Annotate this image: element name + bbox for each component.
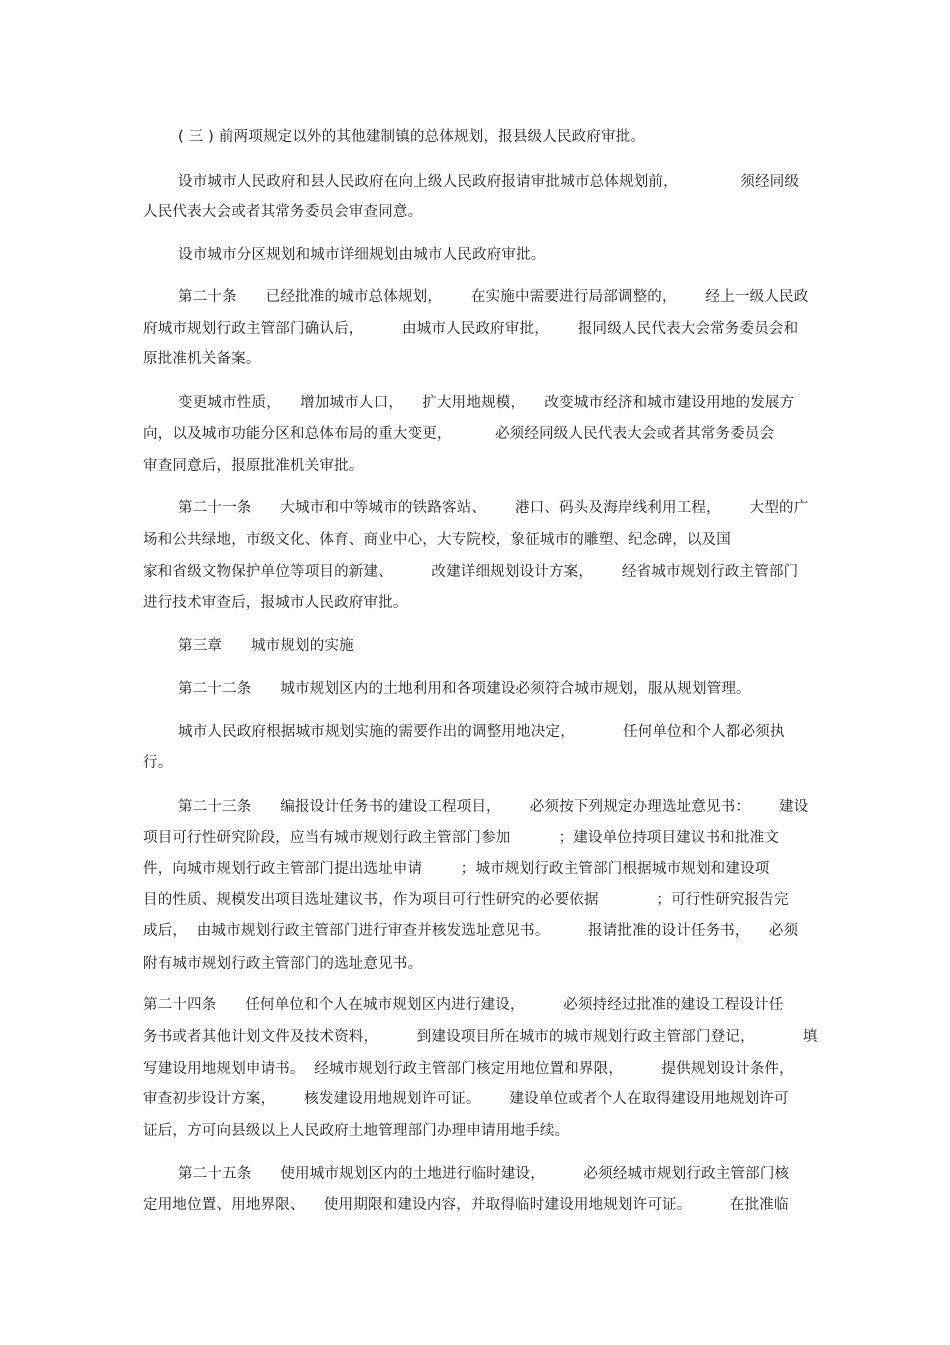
article-heading-line: 第二十一条 大城市和中等城市的铁路客站、 港口、码头及海岸线利用工程， 大型的广 bbox=[178, 500, 809, 516]
paragraph-line: 向，以及城市功能分区和总体布局的重大变更， 必须经同级人民代表大会或者其常务委员会 bbox=[143, 426, 775, 442]
paragraph-line: 设市城市人民政府和县人民政府在向上级人民政府报请审批城市总体规划前， 须经同级 bbox=[178, 174, 800, 190]
article-heading-line: 第二十二条 城市规划区内的土地利用和各项建设必须符合城市规划，服从规划管理。 bbox=[178, 681, 751, 697]
paragraph-line: ( 三 ) 前两项规定以外的其他建制镇的总体规划，报县级人民政府审批。 bbox=[178, 129, 646, 145]
article-heading-line: 第二十三条 编报设计任务书的建设工程项目， 必须按下列规定办理选址意见书： 建设 bbox=[178, 799, 809, 815]
paragraph-line: 目的性质、规模发出项目选址建议书，作为项目可行性研究的必要依据 ；可行性研究报告完 bbox=[143, 892, 789, 908]
article-heading-line: 第二十条 已经批准的城市总体规划， 在实施中需要进行局部调整的， 经上一级人民政 bbox=[178, 289, 809, 305]
paragraph-line: 务书或者其他计划文件及技术资料， 到建设项目所在城市的城市规划行政主管部门登记， 填 bbox=[143, 1029, 818, 1045]
paragraph-line: 证后，方可向县级以上人民政府土地管理部门办理申请用地手续。 bbox=[143, 1123, 570, 1139]
paragraph-line: 审查初步设计方案， 核发建设用地规划许可证。 建设单位或者个人在取得建设用地规划许可 bbox=[143, 1091, 789, 1107]
paragraph-line: 府城市规划行政主管部门确认后， 由城市人民政府审批， 报同级人民代表大会常务委员会和 bbox=[143, 321, 799, 337]
article-heading-line: 第二十四条 任何单位和个人在城市规划区内进行建设， 必须持经过批准的建设工程设计任 bbox=[143, 997, 784, 1013]
paragraph-line: 变更城市性质， 增加城市人口， 扩大用地规模， 改变城市经济和城市建设用地的发展方 bbox=[178, 395, 795, 411]
paragraph-line: 行。 bbox=[143, 755, 173, 771]
paragraph-line: 原批准机关备案。 bbox=[143, 351, 261, 367]
paragraph-line: 项目可行性研究阶段，应当有城市规划行政主管部门参加 ；建设单位持项目建议书和批准文 bbox=[143, 830, 780, 846]
paragraph-line: 进行技术审查后，报城市人民政府审批。 bbox=[143, 595, 408, 611]
article-heading-line: 第二十五条 使用城市规划区内的土地进行临时建设， 必须经城市规划行政主管部门核 bbox=[178, 1166, 790, 1182]
paragraph-line: 成后， 由城市规划行政主管部门进行审查并核发选址意见书。 报请批准的设计任务书， 必须 bbox=[143, 923, 799, 939]
paragraph-line: 定用地位置、用地界限、 使用期限和建设内容，并取得临时建设用地规划许可证。 在批准临 bbox=[143, 1197, 789, 1213]
chapter-heading: 第三章 城市规划的实施 bbox=[178, 638, 354, 654]
paragraph-line: 场和公共绿地，市级文化、体育、商业中心，大专院校，象征城市的雕塑、纪念碑，以及国 bbox=[143, 532, 731, 548]
paragraph-line: 件，向城市规划行政主管部门提出选址申请 ；城市规划行政主管部门根据城市规划和建设项 bbox=[143, 861, 770, 877]
paragraph-line: 附有城市规划行政主管部门的选址意见书。 bbox=[143, 956, 423, 972]
paragraph-line: 审查同意后，报原批准机关审批。 bbox=[143, 458, 364, 474]
paragraph-line: 设市城市分区规划和城市详细规划由城市人民政府审批。 bbox=[178, 247, 546, 263]
paragraph-line: 城市人民政府根据城市规划实施的需要作出的调整用地决定， 任何单位和个人都必须执 bbox=[178, 724, 785, 740]
paragraph-line: 写建设用地规划申请书。 经城市规划行政主管部门核定用地位置和界限， 提供规划设计条件， bbox=[143, 1061, 794, 1077]
paragraph-line: 家和省级文物保护单位等项目的新建、 改建详细规划设计方案， 经省城市规划行政主管部门 bbox=[143, 564, 799, 580]
paragraph-line: 人民代表大会或者其常务委员会审查同意。 bbox=[143, 204, 423, 220]
